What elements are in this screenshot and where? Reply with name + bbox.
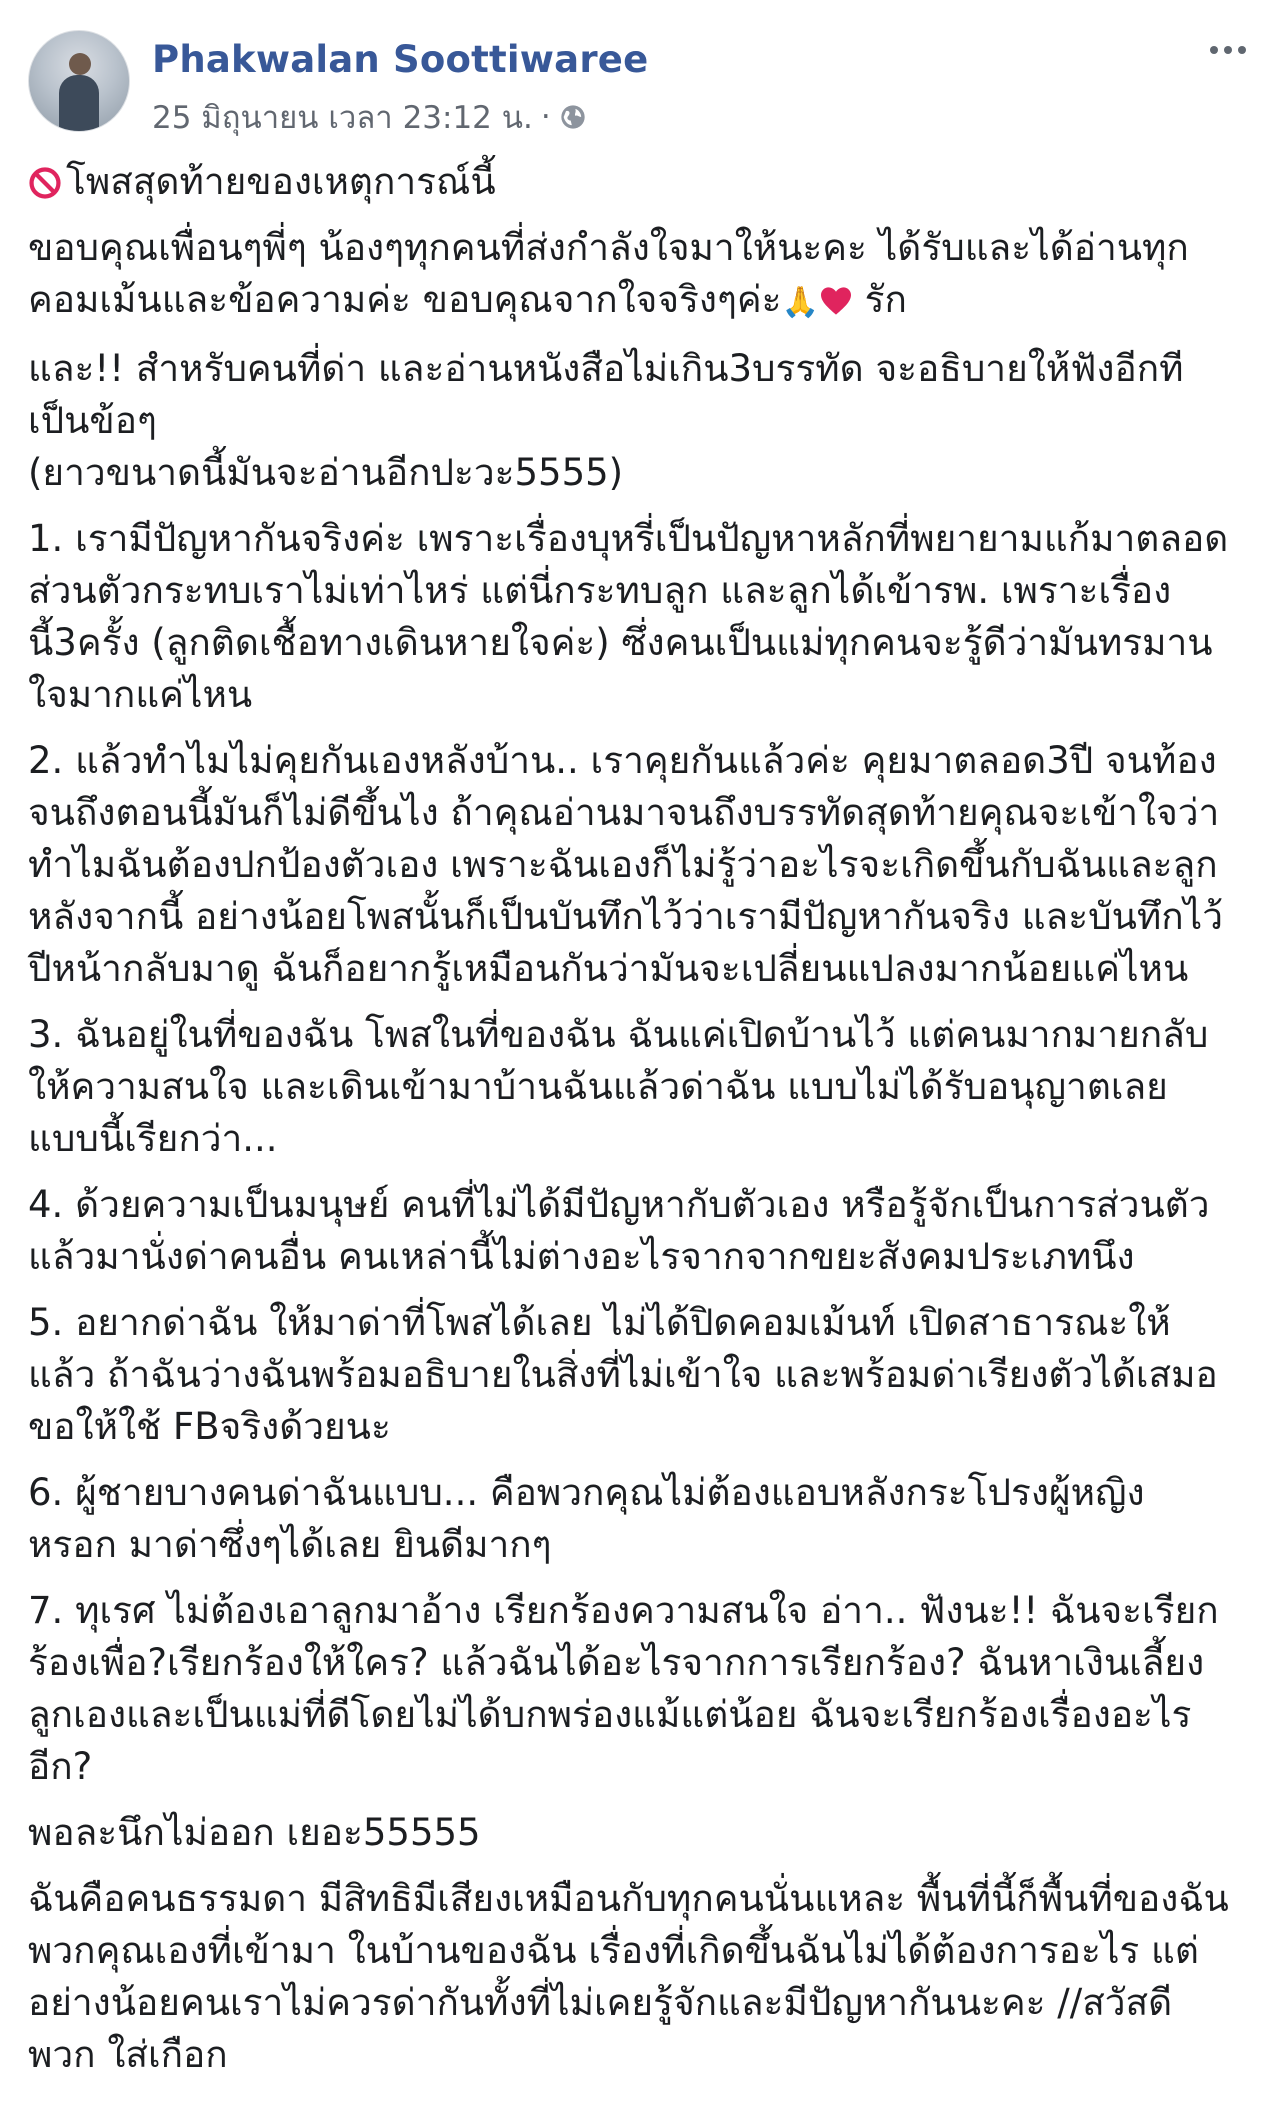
text-line: ใจมากแค่ไหน bbox=[28, 673, 253, 716]
text-line: พวก ใส่เกือก bbox=[28, 2033, 228, 2076]
text-line: อีก? bbox=[28, 1745, 93, 1788]
text-line: นี้3ครั้ง (ลูกติดเชื้อทางเดินหายใจค่ะ) ซึ่งคนเป็นแม่ทุกคนจะรู้ดีว่ามันทรมาน bbox=[28, 621, 1213, 664]
no-entry-icon bbox=[28, 166, 62, 200]
text-line: ทำไมฉันต้องปกป้องตัวเอง เพราะฉันเองก็ไม่รู้ว่าอะไรจะเกิดขึ้นกับฉันและลูก bbox=[28, 843, 1218, 886]
heart-emoji bbox=[819, 286, 853, 316]
text-line: หลังจากนี้ อย่างน้อยโพสนั้นก็เป็นบันทึกไว้ว่าเรามีปัญหากันจริง และบันทึกไว้ bbox=[28, 895, 1224, 938]
paragraph-point-5 bbox=[28, 1297, 1258, 1453]
hands-emoji: 🙏 bbox=[781, 285, 819, 320]
more-options-button[interactable] bbox=[1198, 32, 1258, 68]
paragraph-intro bbox=[28, 343, 1258, 499]
text-line: ให้ความสนใจ และเดินเข้ามาบ้านฉันแล้วด่าฉัน แบบไม่ได้รับอนุญาตเลย bbox=[28, 1065, 1168, 1108]
avatar[interactable] bbox=[28, 30, 130, 132]
post-header bbox=[28, 30, 1258, 140]
paragraph-thanks bbox=[28, 222, 1258, 329]
paragraph-point-6 bbox=[28, 1467, 1258, 1571]
text-line: ขอบคุณเพื่อนๆพี่ๆ น้องๆทุกคนที่ส่งกำลังใจมาให้นะคะ ได้รับและได้อ่านทุก bbox=[28, 226, 1189, 269]
paragraph-point-4 bbox=[28, 1179, 1258, 1283]
text-line: (ยาวขนาดนี้มันจะอ่านอีกปะวะ5555) bbox=[28, 451, 624, 494]
meta-separator: · bbox=[540, 99, 551, 135]
text-line: ลูกเองและเป็นแม่ที่ดีโดยไม่ได้บกพร่องแม้แต่น้อย ฉันจะเรียกร้องเรื่องอะไร bbox=[28, 1693, 1192, 1736]
post-meta bbox=[152, 92, 587, 142]
text-line: ปีหน้ากลับมาดู ฉันก็อยากรู้เหมือนกันว่ามันจะเปลี่ยนแปลงมากน้อยแค่ไหน bbox=[28, 947, 1189, 990]
avatar-figure-head bbox=[69, 53, 91, 75]
paragraph-title bbox=[28, 156, 1258, 208]
avatar-figure-body bbox=[59, 75, 99, 131]
text-line: 7. ทุเรศ ไม่ต้องเอาลูกมาอ้าง เรียกร้องความสนใจ อ่าา.. ฟังนะ!! ฉันจะเรียก bbox=[28, 1589, 1219, 1632]
text-line: 4. ด้วยความเป็นมนุษย์ คนที่ไม่ได้มีปัญหากับตัวเอง หรือรู้จักเป็นการส่วนตัว bbox=[28, 1183, 1210, 1226]
text-line: พอละนึกไม่ออก เยอะ55555 bbox=[28, 1811, 481, 1854]
more-dot bbox=[1210, 46, 1218, 54]
text-line: และ!! สำหรับคนที่ด่า และอ่านหนังสือไม่เกิน3บรรทัด จะอธิบายให้ฟังอีกที bbox=[28, 347, 1184, 390]
paragraph-point-2 bbox=[28, 735, 1258, 995]
more-dot bbox=[1224, 46, 1232, 54]
text-line: แล้วมานั่งด่าคนอื่น คนเหล่านี้ไม่ต่างอะไรจากจากขยะสังคมประเภทนึง bbox=[28, 1235, 1135, 1278]
text-line: ขอให้ใช้ FBจริงด้วยนะ bbox=[28, 1405, 391, 1448]
more-dot bbox=[1238, 46, 1246, 54]
text-line: ร้องเพื่อ?เรียกร้องให้ใคร? แล้วฉันได้อะไรจากการเรียกร้อง? ฉันหาเงินเลี้ยง bbox=[28, 1641, 1205, 1684]
text-line: 5. อยากด่าฉัน ให้มาด่าที่โพสได้เลย ไม่ได้ปิดคอมเม้นท์ เปิดสาธารณะให้ bbox=[28, 1301, 1171, 1344]
author-name[interactable]: Phakwalan Soottiwaree bbox=[152, 38, 649, 81]
text-line: แบบนี้เรียกว่า... bbox=[28, 1117, 278, 1160]
paragraph-point-3 bbox=[28, 1009, 1258, 1165]
text-line: จนถึงตอนนี้มันก็ไม่ดีขึ้นไง ถ้าคุณอ่านมาจนถึงบรรทัดสุดท้ายคุณจะเข้าใจว่า bbox=[28, 791, 1220, 834]
text-line: ส่วนตัวกระทบเราไม่เท่าไหร่ แต่นี่กระทบลูก และลูกได้เข้ารพ. เพราะเรื่อง bbox=[28, 569, 1172, 612]
text-line: 1. เรามีปัญหากันจริงค่ะ เพราะเรื่องบุหรี่เป็นปัญหาหลักที่พยายามแก้มาตลอด bbox=[28, 517, 1229, 560]
text-line: คอมเม้นและข้อความค่ะ ขอบคุณจากใจจริงๆค่ะ🙏 รัก bbox=[28, 274, 1258, 329]
paragraph-point-1 bbox=[28, 513, 1258, 721]
paragraph-point-7 bbox=[28, 1585, 1258, 1793]
text-line: หรอก มาด่าซึ่งๆได้เลย ยินดีมากๆ bbox=[28, 1523, 552, 1566]
paragraph-enough bbox=[28, 1807, 1258, 1859]
text-line: โพสสุดท้ายของเหตุการณ์นี้ bbox=[28, 156, 1258, 208]
text-line: ฉันคือคนธรรมดา มีสิทธิมีเสียงเหมือนกับทุกคนนั่นแหละ พื้นที่นี้ก็พื้นที่ของฉัน bbox=[28, 1877, 1229, 1920]
text-line: 2. แล้วทำไมไม่คุยกันเองหลังบ้าน.. เราคุยกันแล้วค่ะ คุยมาตลอด3ปี จนท้อง bbox=[28, 739, 1217, 782]
post-body bbox=[28, 156, 1258, 2095]
globe-icon[interactable] bbox=[559, 103, 587, 131]
text-line: 3. ฉันอยู่ในที่ของฉัน โพสในที่ของฉัน ฉันแค่เปิดบ้านไว้ แต่คนมากมายกลับ bbox=[28, 1013, 1209, 1056]
text-line: เป็นข้อๆ bbox=[28, 399, 157, 442]
text-line: 6. ผู้ชายบางคนด่าฉันแบบ... คือพวกคุณไม่ต้องแอบหลังกระโปรงผู้หญิง bbox=[28, 1471, 1145, 1514]
post-timestamp[interactable]: 25 มิถุนายน เวลา 23:12 น. bbox=[152, 100, 533, 136]
paragraph-closing bbox=[28, 1873, 1258, 2081]
text-line: แล้ว ถ้าฉันว่างฉันพร้อมอธิบายในสิ่งที่ไม่เข้าใจ และพร้อมด่าเรียงตัวได้เสมอ bbox=[28, 1353, 1218, 1396]
text-line: อย่างน้อยคนเราไม่ควรด่ากันทั้งที่ไม่เคยรู้จักและมีปัญหากันนะคะ //สวัสดี bbox=[28, 1981, 1173, 2024]
text-line: พวกคุณเองที่เข้ามา ในบ้านของฉัน เรื่องที่เกิดขึ้นฉันไม่ได้ต้องการอะไร แต่ bbox=[28, 1929, 1199, 1972]
